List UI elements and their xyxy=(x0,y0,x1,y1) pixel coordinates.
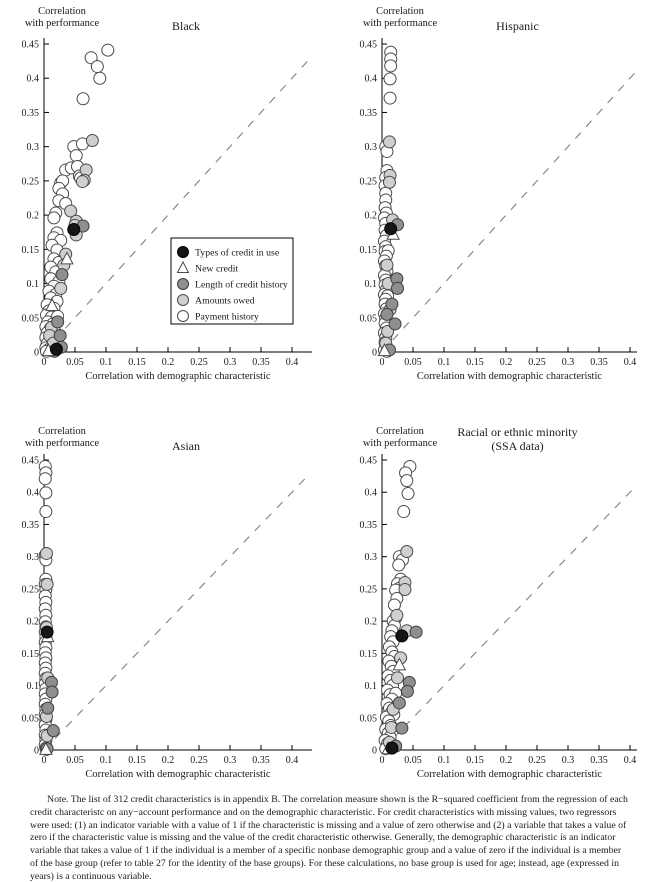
x-tick-label: 0.4 xyxy=(285,755,299,766)
y-tick-label: 0.25 xyxy=(359,176,377,188)
data-point xyxy=(94,72,106,84)
y-tick-label: 0.2 xyxy=(364,210,377,222)
panel-hispanic xyxy=(325,0,650,420)
panel-asian xyxy=(0,420,325,792)
x-tick-label: 0.4 xyxy=(623,357,637,368)
y-tick-label: 0.1 xyxy=(364,681,377,693)
y-tick-label: 0.45 xyxy=(359,455,377,467)
data-point xyxy=(77,93,89,105)
data-point xyxy=(385,60,397,72)
data-point xyxy=(389,318,401,330)
data-point xyxy=(46,686,58,698)
y-tick-label: 0.05 xyxy=(21,313,39,325)
data-point xyxy=(393,697,405,709)
figure-note: Note. The list of 312 credit characteristics is in appendix B. The correlation measure shown is the R−squared coefficient from the regression of each credit characteristc on any−account performance and on the demographic characteristic. For credit characteristics with missing values, two regressors were used: (1) an indicator variable with a value of 1 if the characteristic is missing and a value of zero otherwise and (2) a variable that takes a value of zero if the characteristic value is missing and the value of the credit characteristic otherwise. Generally, the demographic characteristic is an indicator variable that takes a value of 1 if the individual is a member of a specific nonbase demographic group and a value of zero if the individual is a member of the base group (refer to table 27 for the identity of the base groups). For these calculations, no base group is used for age; instead, age (expressed in years) is a continuous variable. xyxy=(30,794,628,882)
x-tick-label: 0.2 xyxy=(499,357,513,368)
y-axis-label: with performance xyxy=(362,438,438,449)
y-tick-label: 0.35 xyxy=(21,107,39,119)
y-tick-label: 0.45 xyxy=(21,455,39,467)
x-tick-label: 0.05 xyxy=(66,755,84,766)
y-axis-label: Correlation xyxy=(38,6,86,17)
x-tick-label: 0.05 xyxy=(404,755,422,766)
x-tick-label: 0.3 xyxy=(561,755,575,766)
y-tick-label: 0.05 xyxy=(359,713,377,725)
y-tick-label: 0.45 xyxy=(21,39,39,51)
x-tick-label: 0.3 xyxy=(223,755,237,766)
y-tick-label: 0.2 xyxy=(26,210,39,222)
data-point xyxy=(76,176,88,188)
y-tick-label: 0.15 xyxy=(359,648,377,660)
y-tick-label: 0.35 xyxy=(359,107,377,119)
y-tick-label: 0 xyxy=(372,745,377,757)
y-axis-label: Correlation xyxy=(38,426,86,437)
data-point xyxy=(399,584,411,596)
y-tick-label: 0.3 xyxy=(26,552,39,564)
y-axis-label: Correlation xyxy=(376,426,424,437)
panel-title-line2: (SSA data) xyxy=(491,439,544,453)
data-point xyxy=(41,578,53,590)
y-tick-label: 0.05 xyxy=(21,713,39,725)
x-tick-label: 0.25 xyxy=(190,755,208,766)
y-tick-label: 0 xyxy=(34,745,39,757)
data-point xyxy=(383,136,395,148)
data-point xyxy=(396,630,408,642)
x-tick-label: 0.25 xyxy=(528,357,546,368)
x-tick-label: 0 xyxy=(41,755,47,766)
x-tick-label: 0 xyxy=(41,357,47,368)
x-tick-label: 0.35 xyxy=(590,357,608,368)
y-axis-label: with performance xyxy=(362,18,438,29)
y-tick-label: 0.15 xyxy=(21,648,39,660)
diagonal-reference-line xyxy=(44,474,310,750)
x-tick-label: 0.4 xyxy=(285,357,299,368)
data-point xyxy=(393,559,405,571)
legend-marker-circle-icon xyxy=(178,311,189,322)
data-point xyxy=(386,742,398,754)
x-tick-label: 0.05 xyxy=(404,357,422,368)
data-point xyxy=(401,546,413,558)
data-point xyxy=(398,506,410,518)
data-point xyxy=(381,308,393,320)
data-point xyxy=(47,725,59,737)
y-tick-label: 0.4 xyxy=(364,73,377,85)
panel-ssa xyxy=(325,420,650,792)
y-tick-label: 0.45 xyxy=(359,39,377,51)
y-tick-label: 0.15 xyxy=(359,244,377,256)
data-point xyxy=(40,487,52,499)
y-tick-label: 0.25 xyxy=(359,584,377,596)
data-point xyxy=(410,626,422,638)
data-point xyxy=(52,316,64,328)
data-point xyxy=(391,609,403,621)
x-tick-label: 0.15 xyxy=(466,357,484,368)
y-axis-label: with performance xyxy=(24,18,100,29)
x-tick-label: 0.3 xyxy=(223,357,237,368)
data-point xyxy=(68,223,80,235)
x-axis-label: Correlation with demographic characteristic xyxy=(85,371,271,382)
y-tick-label: 0.4 xyxy=(364,487,377,499)
legend-item-label: Payment history xyxy=(195,311,259,323)
panel-title: Black xyxy=(172,19,200,33)
data-point xyxy=(402,488,414,500)
y-tick-label: 0.35 xyxy=(359,519,377,531)
data-point xyxy=(385,223,397,235)
data-point xyxy=(91,61,103,73)
x-tick-label: 0.1 xyxy=(99,755,113,766)
data-point xyxy=(392,282,404,294)
data-point xyxy=(102,44,114,56)
x-tick-label: 0.35 xyxy=(590,755,608,766)
data-point xyxy=(41,626,53,638)
panel-title: Racial or ethnic minority xyxy=(457,425,578,439)
y-tick-label: 0.3 xyxy=(364,552,377,564)
y-tick-label: 0.4 xyxy=(26,73,39,85)
y-axis-label: with performance xyxy=(24,438,100,449)
data-point xyxy=(396,722,408,734)
data-point xyxy=(55,282,67,294)
y-tick-label: 0.3 xyxy=(364,142,377,154)
y-tick-label: 0.35 xyxy=(21,519,39,531)
data-point xyxy=(392,672,404,684)
x-tick-label: 0.1 xyxy=(437,357,451,368)
data-point xyxy=(384,92,396,104)
y-tick-label: 0.2 xyxy=(364,616,377,628)
data-point xyxy=(50,343,62,355)
x-axis-label: Correlation with demographic characteristic xyxy=(85,769,271,780)
x-tick-label: 0 xyxy=(379,357,385,368)
y-tick-label: 0.15 xyxy=(21,244,39,256)
y-tick-label: 0.1 xyxy=(26,681,39,693)
legend-marker-circle-icon xyxy=(178,295,189,306)
x-tick-label: 0.15 xyxy=(466,755,484,766)
x-axis-label: Correlation with demographic characteristic xyxy=(416,371,603,382)
x-axis-label: Correlation with demographic characteristic xyxy=(416,769,603,780)
data-point xyxy=(401,475,413,487)
y-tick-label: 0.1 xyxy=(26,279,39,291)
x-tick-label: 0.05 xyxy=(66,357,84,368)
x-tick-label: 0.1 xyxy=(437,755,451,766)
data-point xyxy=(401,685,413,697)
legend-item-label: Length of credit history xyxy=(195,279,288,291)
y-tick-label: 0 xyxy=(34,347,39,359)
panel-title: Hispanic xyxy=(496,19,539,33)
data-point xyxy=(42,702,54,714)
panel-black xyxy=(0,0,325,420)
legend-marker-circle-icon xyxy=(178,279,189,290)
y-tick-label: 0.1 xyxy=(364,279,377,291)
x-tick-label: 0.35 xyxy=(252,357,270,368)
diagonal-reference-line xyxy=(382,73,635,352)
y-axis-label: Correlation xyxy=(376,6,424,17)
panel-title: Asian xyxy=(172,439,200,453)
x-tick-label: 0.15 xyxy=(128,755,146,766)
x-tick-label: 0.3 xyxy=(561,357,575,368)
x-tick-label: 0.15 xyxy=(128,357,146,368)
diagonal-reference-line xyxy=(382,487,635,750)
x-tick-label: 0.25 xyxy=(190,357,208,368)
y-tick-label: 0.25 xyxy=(21,584,39,596)
x-tick-label: 0 xyxy=(379,755,385,766)
x-tick-label: 0.35 xyxy=(252,755,270,766)
y-tick-label: 0 xyxy=(372,347,377,359)
data-point xyxy=(40,506,52,518)
x-tick-label: 0.2 xyxy=(499,755,513,766)
legend-item-label: New credit xyxy=(195,263,239,275)
data-point xyxy=(56,269,68,281)
data-point xyxy=(381,259,393,271)
legend-marker-circle-icon xyxy=(178,247,189,258)
data-point xyxy=(70,150,82,162)
y-tick-label: 0.3 xyxy=(26,142,39,154)
y-tick-label: 0.4 xyxy=(26,487,39,499)
x-tick-label: 0.4 xyxy=(623,755,637,766)
data-point xyxy=(39,473,51,485)
x-tick-label: 0.2 xyxy=(161,755,175,766)
x-tick-label: 0.25 xyxy=(528,755,546,766)
data-point xyxy=(384,73,396,85)
legend-item-label: Amounts owed xyxy=(195,295,255,307)
data-point xyxy=(54,330,66,342)
y-tick-label: 0.05 xyxy=(359,313,377,325)
data-point xyxy=(40,547,52,559)
data-point xyxy=(383,176,395,188)
x-tick-label: 0.2 xyxy=(161,357,175,368)
x-tick-label: 0.1 xyxy=(99,357,113,368)
data-point xyxy=(48,212,60,224)
y-tick-label: 0.25 xyxy=(21,176,39,188)
data-point xyxy=(86,135,98,147)
y-tick-label: 0.2 xyxy=(26,616,39,628)
legend-item-label: Types of credit in use xyxy=(195,247,280,259)
